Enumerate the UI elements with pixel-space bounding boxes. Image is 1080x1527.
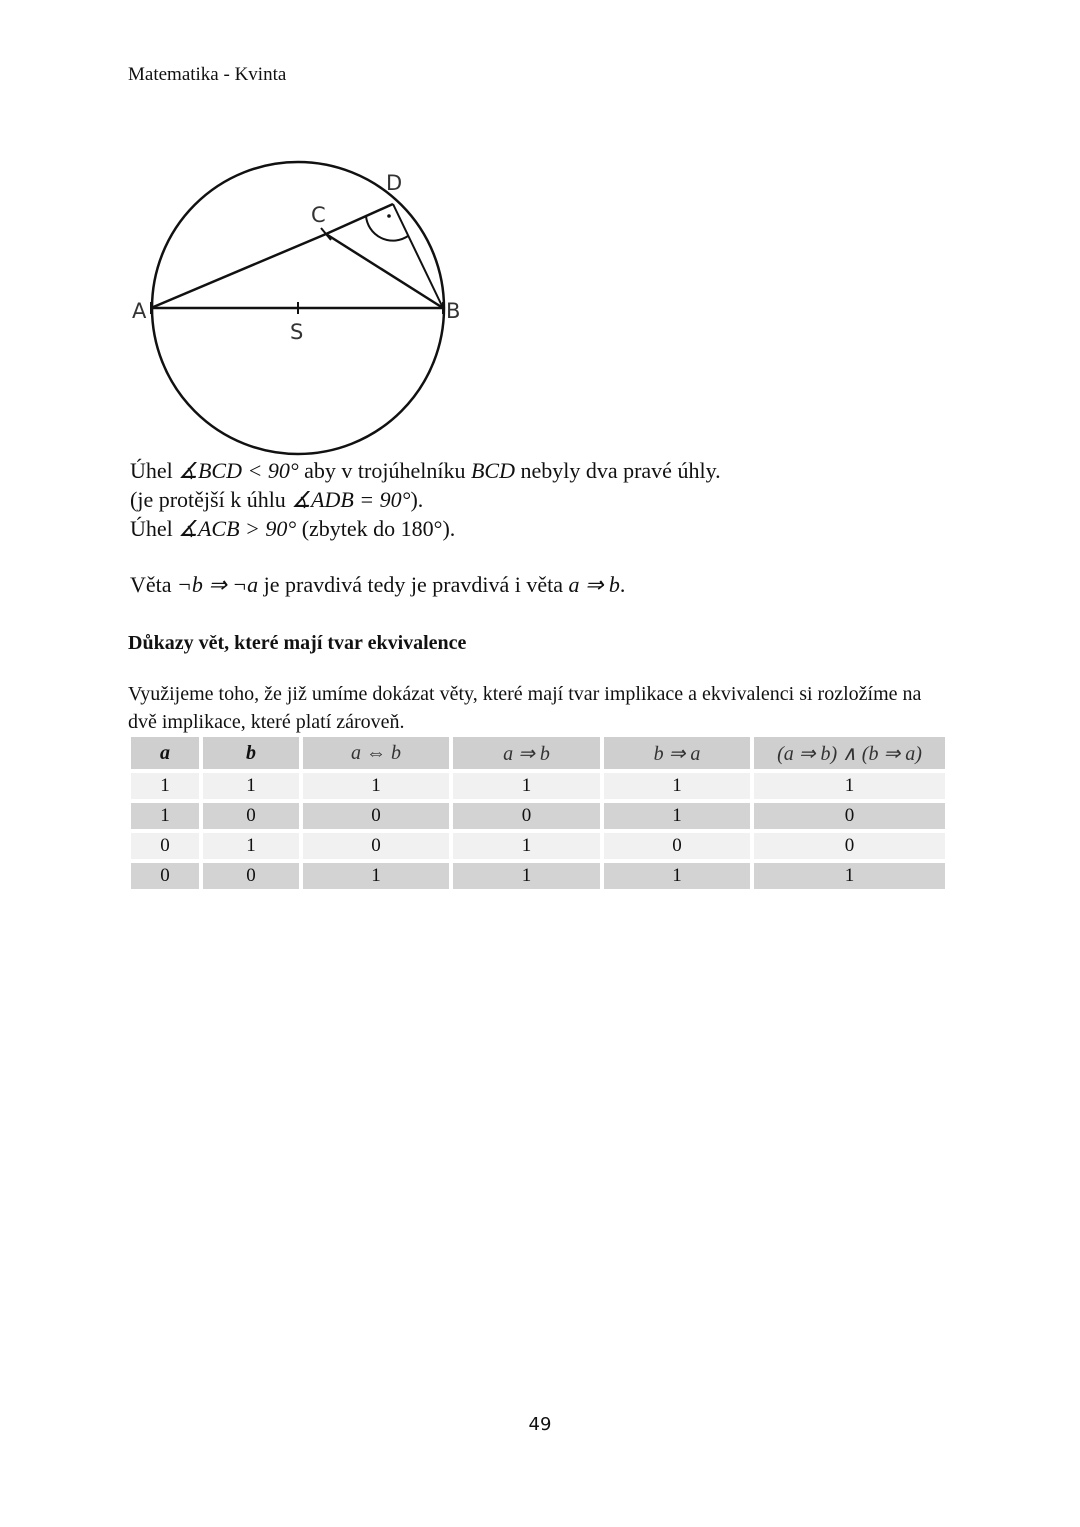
table-cell: 1 — [303, 773, 449, 799]
table-cell: 0 — [203, 803, 299, 829]
segment-ac — [151, 234, 326, 308]
angle-explanation — [130, 456, 721, 543]
line-1: Úhel ∡BCD < 90° aby v trojúhelníku BCD nebyly dva pravé úhly. — [130, 458, 721, 483]
segment-ad — [326, 204, 393, 234]
table-cell: 0 — [303, 833, 449, 859]
table-cell: 0 — [754, 833, 945, 859]
page-number: 49 — [528, 1414, 552, 1435]
theorem-line: Věta ¬b ⇒ ¬a je pravdivá tedy je pravdivá i věta a ⇒ b. — [130, 572, 626, 597]
table-cell: 1 — [203, 833, 299, 859]
section-heading: Důkazy vět, které mají tvar ekvivalence — [128, 632, 467, 654]
table-cell: 0 — [131, 833, 199, 859]
table-cell: 1 — [754, 773, 945, 799]
paragraph: Využijeme toho, že již umíme dokázat věty, které mají tvar implikace a ekvivalenci si rozložíme na dvě implikace, které platí zároveň. — [128, 683, 922, 733]
page-header: Matematika - Kvinta — [128, 64, 287, 85]
table-cell: 1 — [453, 863, 600, 889]
label-d: D — [386, 171, 403, 195]
table-row — [131, 833, 945, 859]
table-cell: 1 — [131, 803, 199, 829]
right-angle-arc — [366, 216, 408, 241]
table-cell: 1 — [453, 833, 600, 859]
header-cell: b ⇒ a — [604, 737, 750, 769]
label-a: A — [132, 299, 147, 323]
table-cell: 1 — [604, 863, 750, 889]
circle-diagram — [128, 158, 468, 458]
right-angle-dot — [387, 214, 391, 218]
table-cell: 1 — [754, 863, 945, 889]
line-3: Úhel ∡ACB > 90° (zbytek do 180°). — [130, 516, 456, 541]
label-c: C — [311, 203, 326, 227]
table-cell: 0 — [604, 833, 750, 859]
label-b: B — [446, 299, 461, 323]
table-cell: 0 — [303, 803, 449, 829]
table-cell: 1 — [303, 863, 449, 889]
table-cell: 1 — [453, 773, 600, 799]
table-row — [131, 863, 945, 889]
table-cell: 0 — [453, 803, 600, 829]
table-row — [131, 803, 945, 829]
table-cell: 1 — [203, 773, 299, 799]
table-cell: 0 — [131, 863, 199, 889]
table-cell: 1 — [604, 803, 750, 829]
table-row — [131, 773, 945, 799]
label-s: S — [290, 320, 304, 344]
header-cell: (a ⇒ b) ∧ (b ⇒ a) — [754, 737, 945, 769]
table-cell: 1 — [604, 773, 750, 799]
tick-c — [321, 228, 331, 240]
line-2: (je protější k úhlu ∡ADB = 90°). — [130, 487, 424, 512]
table-cell: 0 — [754, 803, 945, 829]
table-header-row — [131, 737, 945, 769]
truth-table — [127, 733, 949, 893]
header-cell: a ⇔ b — [303, 737, 449, 769]
header-cell: a — [131, 737, 199, 769]
table-cell: 1 — [131, 773, 199, 799]
header-cell: b — [203, 737, 299, 769]
table-cell: 0 — [203, 863, 299, 889]
header-cell: a ⇒ b — [453, 737, 600, 769]
